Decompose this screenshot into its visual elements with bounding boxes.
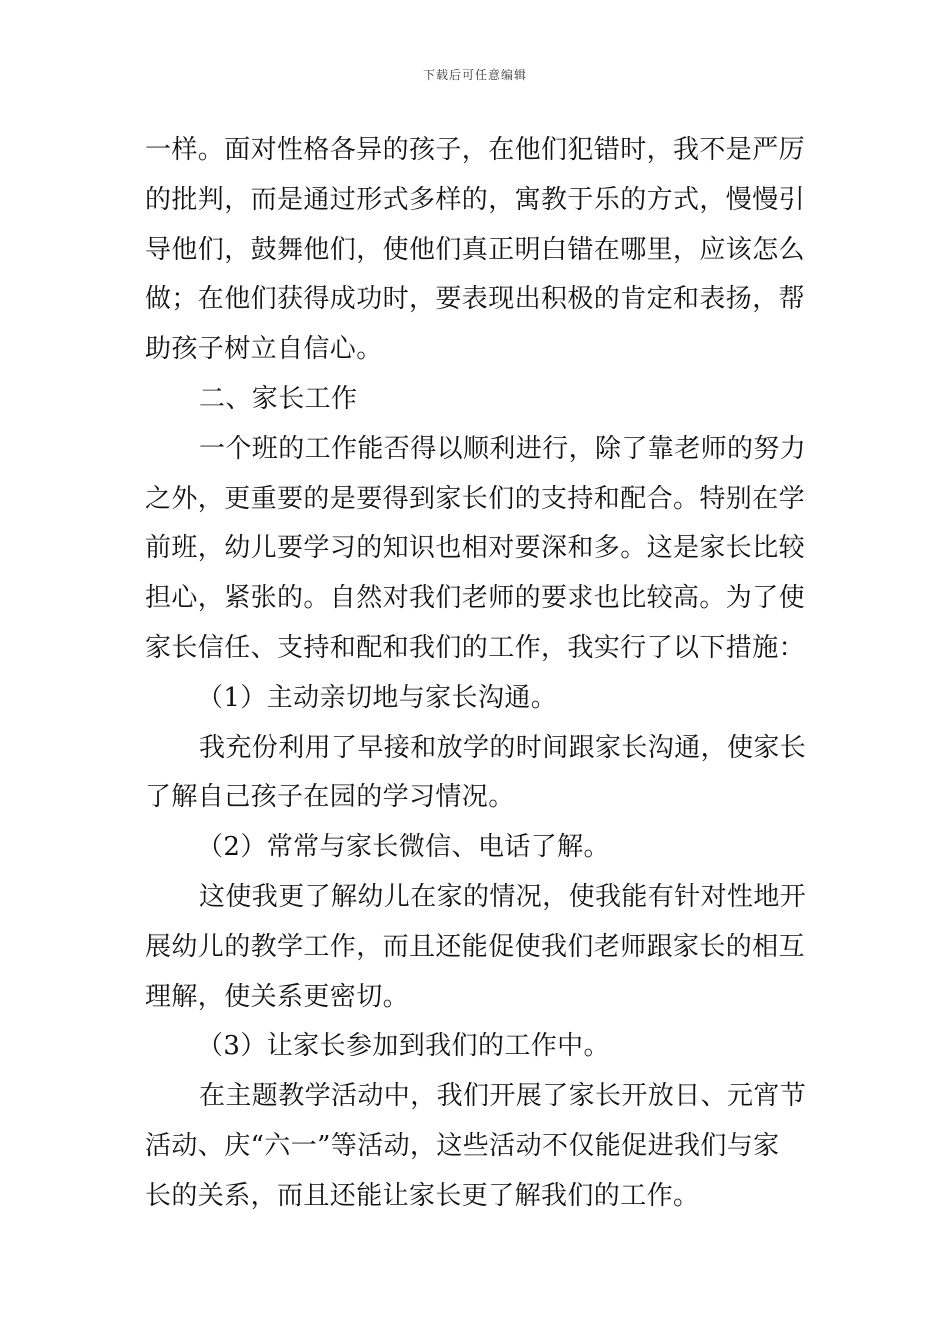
text-line: 长的关系，而且还能让家长更了解我们的工作。	[145, 1180, 700, 1211]
text-line: 助孩子树立自信心。	[145, 334, 383, 365]
text-line: 在主题教学活动中，我们开展了家长开放日、元宵节	[199, 1081, 807, 1112]
text-line: 活动、庆“六一”等活动，这些活动不仅能促进我们与家	[145, 1130, 780, 1161]
text-line: 了解自己孩子在园的学习情况。	[145, 782, 515, 813]
text-line: 理解，使关系更密切。	[145, 981, 410, 1012]
text-line: 一样。面对性格各异的孩子，在他们犯错时，我不是严厉	[145, 135, 806, 165]
text-line: 一个班的工作能否得以顺利进行，除了靠老师的努力	[199, 433, 807, 464]
text-line: 展幼儿的教学工作，而且还能促使我们老师跟家长的相互	[145, 931, 806, 962]
subheading: （1）主动亲切地与家长沟通。	[197, 682, 558, 713]
subheading: （3）让家长参加到我们的工作中。	[197, 1031, 610, 1062]
text-line: 前班，幼儿要学习的知识也相对要深和多。这是家长比较	[145, 533, 806, 564]
text-line: 担心，紧张的。自然对我们老师的要求也比较高。为了使	[145, 583, 806, 614]
text-line: 做；在他们获得成功时，要表现出积极的肯定和表扬，帮	[145, 284, 806, 315]
text-line: 之外，更重要的是要得到家长们的支持和配合。特别在学	[145, 483, 806, 514]
subheading: （2）常常与家长微信、电话了解。	[197, 832, 610, 863]
text-line: 导他们，鼓舞他们，使他们真正明白错在哪里，应该怎么	[145, 234, 806, 265]
document-body	[145, 126, 810, 1222]
text-line: 家长信任、支持和配和我们的工作，我实行了以下措施：	[145, 632, 806, 663]
text-line: 这使我更了解幼儿在家的情况，使我能有针对性地开	[199, 881, 807, 912]
section-heading: 二、家长工作	[199, 383, 358, 414]
text-line: 我充份利用了早接和放学的时间跟家长沟通，使家长	[199, 732, 807, 763]
header-note: 下载后可任意编辑	[422, 68, 527, 82]
text-line: 的批判，而是通过形式多样的，寓教于乐的方式，慢慢引	[145, 184, 806, 215]
